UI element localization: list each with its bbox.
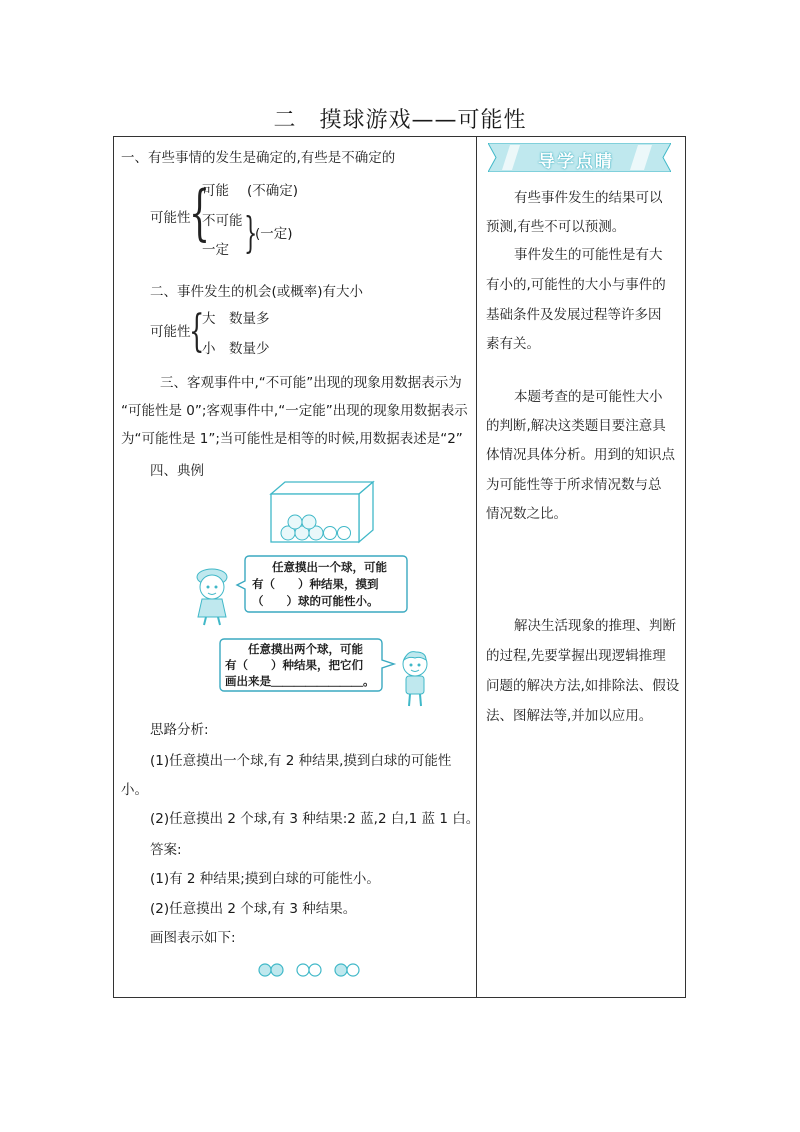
note-2-line-4: 素有关。	[486, 336, 540, 352]
certain-note: (一定)	[255, 226, 293, 242]
bubble-1-line-1: 任意摸出一个球，可能	[272, 560, 387, 574]
section-3-line-1: 三、客观事件中,“不可能”出现的现象用数据表示为	[160, 375, 462, 391]
girl-character-icon	[188, 565, 238, 627]
ball-pairs-drawing	[255, 960, 365, 980]
possibility-label-2: 可能性	[150, 324, 191, 340]
analysis-2: (2)任意摸出 2 个球,有 3 种结果:2 蓝,2 白,1 蓝 1 白。	[150, 811, 480, 827]
answer-1: (1)有 2 种结果;摸到白球的可能性小。	[150, 871, 380, 887]
note-1-line-2: 预测,有些不可以预测。	[486, 219, 626, 235]
note-3-line-4: 为可能性等于所求情况数与总	[486, 477, 662, 493]
page-title: 二 摸球游戏——可能性	[273, 108, 527, 133]
analysis-heading: 思路分析:	[150, 722, 209, 738]
ball-box-illustration	[265, 478, 380, 548]
bubble-2-line-1: 任意摸出两个球，可能	[248, 642, 363, 656]
note-3-line-1: 本题考查的是可能性大小	[514, 389, 663, 405]
small-item: 小 数量少	[202, 341, 270, 357]
possible-item: 可能	[202, 183, 229, 199]
note-4-line-1: 解决生活现象的推理、判断	[514, 618, 676, 634]
uncertain-note: (不确定)	[247, 183, 299, 199]
column-divider	[476, 136, 477, 998]
draw-heading: 画图表示如下:	[150, 930, 236, 946]
brace-large: {	[189, 178, 211, 248]
possibility-label: 可能性	[150, 210, 191, 226]
large-item: 大 数量多	[202, 311, 270, 327]
bubble-2-line-3: 画出来是＿＿＿＿＿＿＿＿。	[225, 674, 375, 688]
note-2-line-3: 基础条件及发展过程等许多因	[486, 307, 662, 323]
analysis-1-line-2: 小。	[121, 782, 148, 798]
boy-character-icon	[396, 648, 434, 710]
note-2-line-2: 有小的,可能性的大小与事件的	[486, 277, 666, 293]
guide-banner-title: 导学点睛	[538, 152, 614, 172]
analysis-1-line-1: (1)任意摸出一个球,有 2 种结果,摸到白球的可能性	[150, 753, 452, 769]
section-3-line-3: 为“可能性是 1”;当可能性是相等的时候,用数据表述是“2”	[121, 431, 463, 447]
bubble-2-line-2: 有（ ）种结果，把它们	[225, 658, 363, 672]
note-3-line-5: 情况数之比。	[486, 506, 567, 522]
section-3-line-2: “可能性是 0”;客观事件中,“一定能”出现的现象用数据表示	[121, 403, 468, 419]
note-3-line-3: 体情况具体分析。用到的知识点	[486, 447, 675, 463]
note-4-line-3: 问题的解决方法,如排除法、假设	[486, 678, 680, 694]
note-4-line-4: 法、图解法等,并加以应用。	[486, 708, 653, 724]
brace-small: {	[189, 306, 205, 357]
note-1-line-1: 有些事件发生的结果可以	[514, 190, 663, 206]
answer-heading: 答案:	[150, 842, 182, 858]
brace-right: }	[244, 208, 258, 257]
section-1-heading: 一、有些事情的发生是确定的,有些是不确定的	[121, 150, 396, 166]
bubble-1-line-2: 有（ ）种结果，摸到	[252, 577, 379, 591]
section-2-heading: 二、事件发生的机会(或概率)有大小	[150, 284, 364, 300]
section-4-heading: 四、典例	[150, 463, 204, 479]
answer-2: (2)任意摸出 2 个球,有 3 种结果。	[150, 901, 357, 917]
bubble-1-line-3: （ ）球的可能性小。	[252, 594, 379, 608]
impossible-item: 不可能	[202, 213, 243, 229]
note-3-line-2: 的判断,解决这类题目要注意具	[486, 418, 666, 434]
certain-item: 一定	[202, 242, 229, 258]
note-4-line-2: 的过程,先要掌握出现逻辑推理	[486, 648, 666, 664]
note-2-line-1: 事件发生的可能性是有大	[514, 247, 663, 263]
